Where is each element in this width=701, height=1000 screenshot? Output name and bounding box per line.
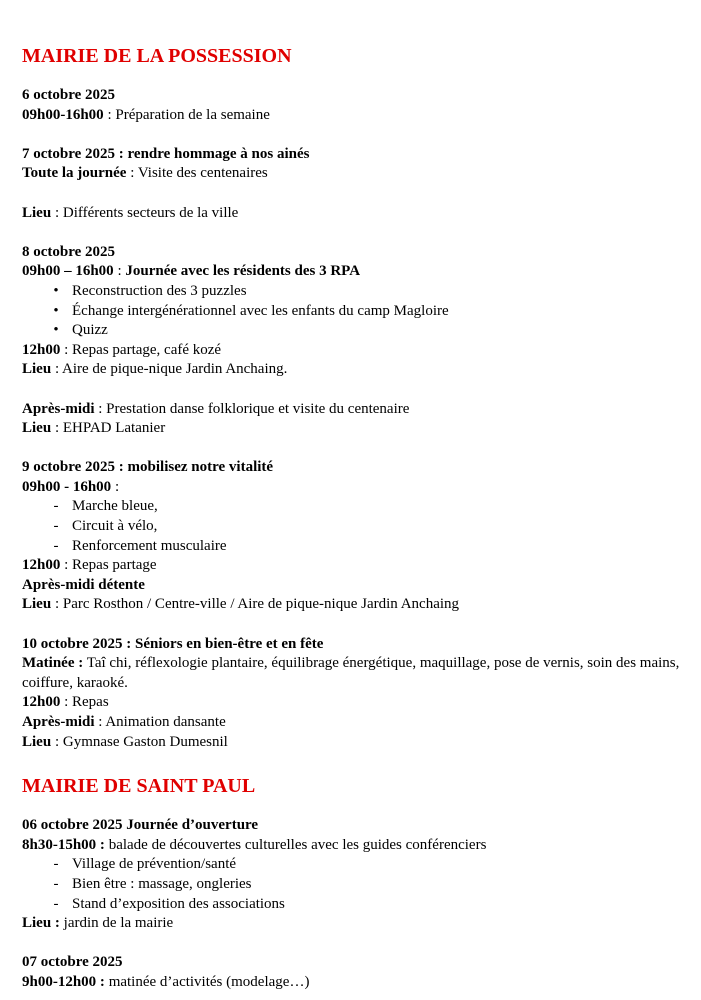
text-span: Stand d’exposition des associations — [72, 895, 285, 912]
bold-label: Lieu — [22, 420, 52, 437]
day-block — [22, 816, 701, 934]
section-title-saint-paul: MAIRIE DE SAINT PAUL — [22, 775, 256, 798]
text-span: : Repas — [60, 694, 109, 711]
list-item — [22, 517, 701, 537]
bold-label: 09h00-16h00 — [22, 106, 104, 123]
schedule-header — [22, 478, 701, 498]
bold-label: 12h00 — [22, 341, 61, 358]
location-line — [22, 733, 701, 753]
schedule-line — [22, 106, 701, 126]
schedule-line — [22, 973, 701, 993]
day-block — [22, 953, 701, 992]
list-item — [22, 855, 701, 875]
bold-label: Matinée : — [22, 655, 84, 672]
bold-label: 12h00 — [22, 557, 61, 574]
location-line — [22, 419, 701, 439]
schedule-header — [22, 262, 701, 282]
bold-label: 12h00 — [22, 694, 61, 711]
schedule-line — [22, 556, 701, 576]
schedule-line — [22, 654, 682, 693]
bold-label: 6 octobre 2025 — [22, 87, 116, 103]
text-span: Reconstruction des 3 puzzles — [72, 282, 247, 299]
bold-label: 8h30-15h00 : — [22, 836, 105, 853]
day-block — [22, 86, 701, 125]
text-span: : Aire de pique-nique Jardin Anchaing. — [51, 361, 288, 378]
day-block — [22, 635, 701, 753]
location-line — [22, 204, 701, 224]
list-item — [22, 895, 701, 915]
schedule-header — [22, 836, 701, 856]
text-span: : Gymnase Gaston Dumesnil — [51, 733, 228, 750]
bold-label: Toute la journée — [22, 165, 127, 182]
list-item — [22, 302, 701, 322]
bold-label: Lieu — [22, 204, 52, 221]
day-date — [22, 816, 701, 836]
dash-icon: - — [53, 498, 59, 515]
text-span: jardin de la mairie — [59, 915, 174, 932]
text-span: Circuit à vélo, — [72, 518, 158, 535]
location-line — [22, 914, 701, 934]
bold-label: 06 octobre 2025 Journée d’ouverture — [22, 817, 259, 834]
bold-label: 09h00 – 16h00 — [22, 263, 114, 280]
text-span: : Prestation danse folklorique et visite du centenaire — [94, 400, 410, 417]
text-span: : Parc Rosthon / Centre-ville / Aire de pique-nique Jardin Anchaing — [51, 596, 460, 613]
text-span: matinée d’activités (modelage…) — [104, 973, 310, 990]
dash-icon: - — [53, 856, 59, 873]
bold-label: 09h00 - 16h00 — [22, 478, 112, 495]
schedule-line — [22, 164, 701, 184]
day-block — [22, 145, 701, 223]
bold-label: Lieu — [22, 733, 52, 750]
bold-label: Journée avec les résidents des 3 RPA — [125, 263, 361, 280]
schedule-line — [22, 576, 701, 596]
day-block — [22, 243, 701, 439]
text-span: : Repas partage — [60, 557, 157, 574]
bold-label: Après-midi — [22, 400, 95, 417]
text-span: balade de découvertes culturelles avec les guides conférenciers — [104, 836, 487, 853]
day-date — [22, 953, 701, 973]
bold-label: 7 octobre 2025 : rendre hommage à nos ainés — [22, 145, 310, 162]
bullet-list — [22, 282, 701, 341]
dash-list — [22, 497, 701, 556]
text-span: Marche bleue, — [72, 498, 158, 515]
list-item — [22, 497, 701, 517]
bold-label: 9h00-12h00 : — [22, 973, 105, 990]
schedule-line — [22, 713, 701, 733]
day-date — [22, 86, 701, 106]
bold-label: 9 octobre 2025 : mobilisez notre vitalité — [22, 459, 274, 476]
day-date — [22, 458, 701, 478]
list-item — [22, 875, 701, 895]
schedule-line — [22, 341, 701, 361]
bold-label: Lieu — [22, 361, 52, 378]
text-span: : Visite des centenaires — [126, 165, 268, 182]
dash-icon: - — [53, 537, 59, 554]
bullet-icon: • — [53, 302, 59, 319]
list-item — [22, 282, 701, 302]
text-span: Échange intergénérationnel avec les enfants du camp Magloire — [72, 302, 449, 319]
bullet-icon: • — [53, 282, 59, 299]
bold-label: Lieu — [22, 596, 52, 613]
text-span: Renforcement musculaire — [72, 537, 227, 554]
bullet-icon: • — [53, 322, 59, 339]
dash-list — [22, 855, 701, 914]
bold-label: 8 octobre 2025 — [22, 243, 116, 260]
text-span: : Repas partage, café kozé — [60, 341, 222, 358]
text-span: : — [111, 478, 120, 495]
day-block — [22, 458, 701, 615]
list-item — [22, 537, 701, 557]
schedule-line — [22, 400, 701, 420]
schedule-line — [22, 693, 701, 713]
bold-label: Après-midi détente — [22, 576, 145, 593]
text-span: : — [113, 263, 126, 280]
text-span: : Préparation de la semaine — [103, 106, 270, 123]
location-line — [22, 595, 701, 615]
dash-icon: - — [53, 875, 59, 892]
location-line — [22, 360, 701, 380]
section-title-la-possession: MAIRIE DE LA POSSESSION — [22, 45, 292, 67]
text-span: : EHPAD Latanier — [51, 420, 166, 437]
day-date — [22, 635, 701, 655]
dash-icon: - — [53, 895, 59, 912]
bold-label: Après-midi — [22, 714, 95, 730]
text-span: Village de prévention/santé — [72, 856, 237, 873]
text-span: Bien être : massage, ongleries — [72, 875, 252, 892]
bold-label: 10 octobre 2025 : Séniors en bien-être et en fête — [22, 635, 324, 652]
day-date — [22, 145, 701, 165]
day-date — [22, 243, 701, 263]
text-span: : Animation dansante — [94, 714, 226, 730]
dash-icon: - — [53, 518, 59, 535]
bold-label: Lieu : — [22, 915, 60, 932]
bold-label: 07 octobre 2025 — [22, 954, 123, 971]
list-item — [22, 321, 701, 341]
text-span: : Différents secteurs de la ville — [51, 204, 239, 221]
text-span: Taî chi, réflexologie plantaire, équilibrage énergétique, maquillage, pose de vernis, soin des mains, coiffure, karaoké. — [22, 655, 680, 691]
text-span: Quizz — [72, 322, 108, 339]
